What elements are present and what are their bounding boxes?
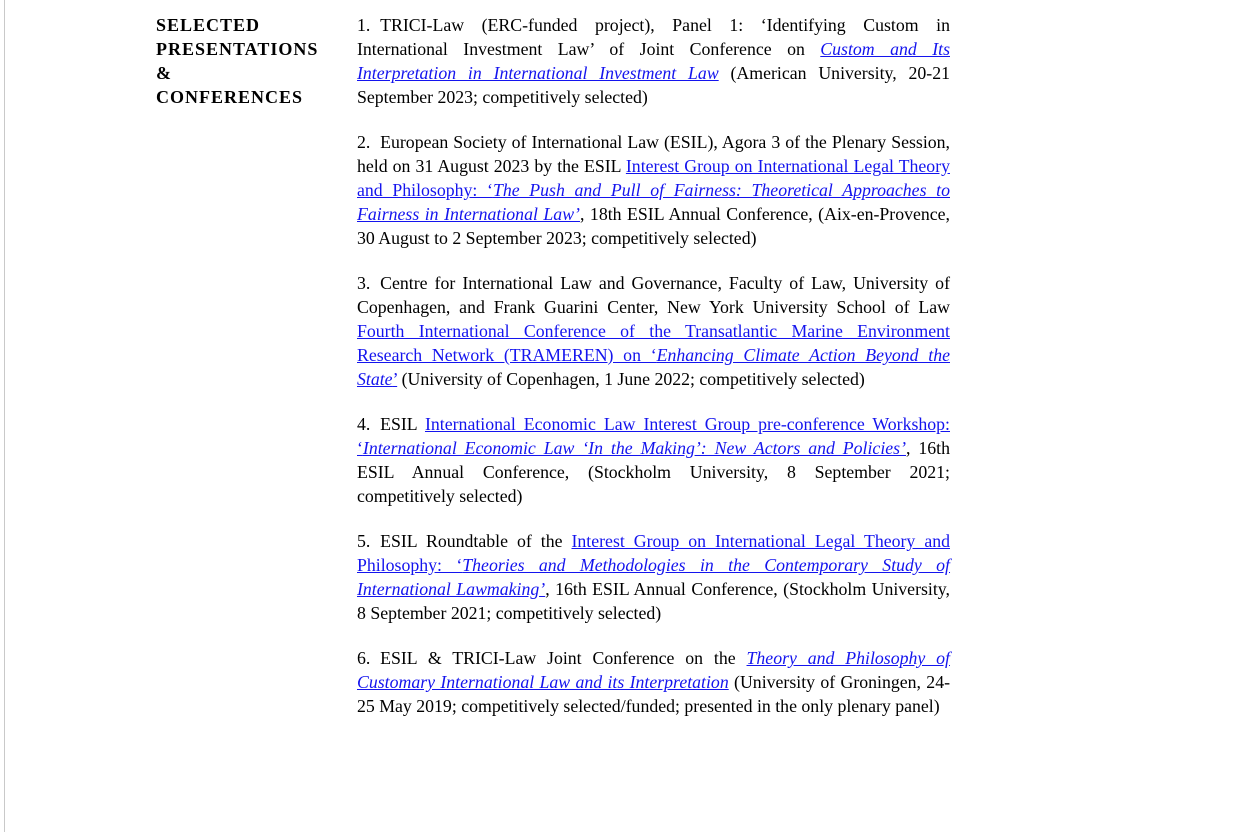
- entry-number: 1.: [357, 15, 371, 35]
- entry-number: 6.: [357, 648, 371, 668]
- conference-link[interactable]: Interest Group on International Legal Theory and Philosophy: ‘: [357, 531, 950, 575]
- entry-number: 5.: [357, 531, 371, 551]
- presentation-entry-5: [357, 529, 950, 625]
- conference-link[interactable]: Fourth International Conference of the Transatlantic Marine Environment Research Network (TRAMEREN) on ‘: [357, 321, 950, 365]
- page-edge-line: [4, 0, 5, 832]
- conference-link[interactable]: Custom and Its Interpretation in International Investment Law: [357, 39, 950, 83]
- entry-number: 2.: [357, 132, 371, 152]
- section-heading: [156, 13, 346, 109]
- conference-link[interactable]: The Push and Pull of Fairness: Theoretical Approaches to Fairness in International Law’: [357, 180, 950, 224]
- entry-text: , 18th ESIL Annual Conference, (Aix-en-Provence, 30 August to 2 September 2023; competitively selected): [357, 204, 950, 248]
- presentation-entry-3: [357, 271, 950, 391]
- section-heading-line: SELECTED: [156, 15, 261, 35]
- entry-text: (University of Groningen, 24-25 May 2019; competitively selected/funded; presented in the only plenary panel): [357, 672, 951, 716]
- entry-number: 3.: [357, 273, 371, 293]
- entry-text: (University of Copenhagen, 1 June 2022; competitively selected): [397, 369, 865, 389]
- presentation-entry-2: [357, 130, 950, 250]
- entry-text: ESIL Roundtable of the: [380, 531, 572, 551]
- entry-text: ESIL: [380, 414, 425, 434]
- conference-link[interactable]: International Economic Law Interest Group pre-conference Workshop: ‘: [357, 414, 950, 458]
- entry-text: , 16th ESIL Annual Conference, (Stockholm University, 8 September 2021; competitively selected): [357, 579, 950, 623]
- entry-text: ESIL & TRICI-Law Joint Conference on the: [380, 648, 747, 668]
- conference-link[interactable]: Enhancing Climate Action Beyond the State: [357, 345, 950, 389]
- section-heading-line: CONFERENCES: [156, 87, 304, 107]
- entry-text: Centre for International Law and Governance, Faculty of Law, University of Copenhagen, and Frank Guarini Center, New York University School of Law: [357, 273, 950, 317]
- presentation-entry-6: [357, 646, 950, 718]
- entry-text: , 16th ESIL Annual Conference, (Stockholm University, 8 September 2021; competitively selected): [357, 438, 950, 506]
- conference-link[interactable]: Interest Group on International Legal Theory and Philosophy: ‘: [357, 156, 950, 200]
- section-heading-line: PRESENTATIONS: [156, 39, 319, 59]
- presentations-list: [357, 13, 950, 718]
- presentation-entry-4: [357, 412, 950, 508]
- entry-number: 4.: [357, 414, 371, 434]
- conference-link[interactable]: International Economic Law ‘In the Making’: New Actors and Policies’: [362, 438, 906, 458]
- conference-link[interactable]: Theories and Methodologies in the Contemporary Study of International Lawmaking’: [357, 555, 951, 599]
- conference-link[interactable]: Theory and Philosophy of Customary International Law and its Interpretation: [357, 648, 950, 692]
- entry-text: European Society of International Law (ESIL), Agora 3 of the Plenary Session, held on 31 August 2023 by the ESIL: [357, 132, 950, 176]
- section-heading-line: &: [156, 63, 172, 83]
- conference-link[interactable]: ’: [392, 369, 398, 389]
- entry-text: (American University, 20-21 September 2023; competitively selected): [357, 63, 950, 107]
- presentation-entry-1: [357, 13, 950, 109]
- entry-text: TRICI-Law (ERC-funded project), Panel 1: ‘Identifying Custom in International Investment Law’ of Joint Conference on: [357, 15, 950, 59]
